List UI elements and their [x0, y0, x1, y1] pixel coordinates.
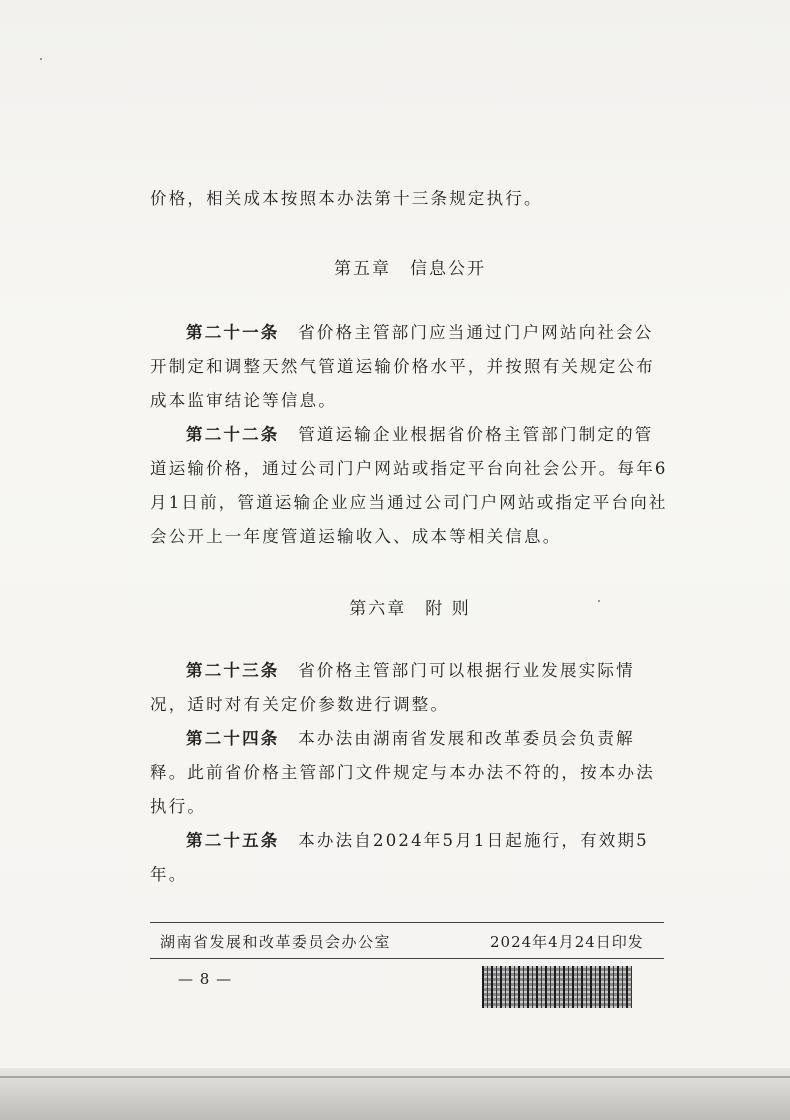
chapter-6-body [150, 654, 670, 892]
article-23 [150, 654, 670, 722]
article-21 [150, 316, 670, 418]
footer-top-rule [150, 922, 664, 923]
article-24 [150, 722, 670, 824]
article-number: 第二十一条 [186, 323, 280, 342]
article-text: 本办法自2024年5月1日起施行，有效期5年。 [150, 831, 649, 884]
scan-edge-line [0, 1076, 790, 1078]
continuation-paragraph [150, 182, 670, 216]
issue-date: 2024年4月24日印发 [490, 933, 644, 951]
article-25 [150, 824, 670, 892]
chapter-5-heading: 第五章 信息公开 [334, 259, 486, 279]
chapter-6-heading: 第六章 附 则 [349, 599, 471, 619]
article-text: 省价格主管部门应当通过门户网站向社会公开制定和调整天然气管道运输价格水平，并按照有关规定公布成本监审结论等信息。 [150, 323, 655, 410]
page-number: — 8 — [178, 970, 233, 988]
article-number: 第二十四条 [186, 729, 280, 748]
scan-speck [40, 58, 42, 60]
article-number: 第二十五条 [186, 831, 280, 850]
continuation-text: 价格，相关成本按照本办法第十三条规定执行。 [150, 189, 543, 208]
footer-bottom-rule [150, 958, 664, 959]
issuer-name: 湖南省发展和改革委员会办公室 [160, 933, 392, 951]
article-text: 省价格主管部门可以根据行业发展实际情况，适时对有关定价参数进行调整。 [150, 661, 635, 714]
article-text: 本办法由湖南省发展和改革委员会负责解释。此前省价格主管部门文件规定与本办法不符的，按本办法执行。 [150, 729, 655, 816]
article-number: 第二十二条 [186, 425, 280, 444]
document-barcode [482, 966, 632, 1008]
article-number: 第二十三条 [186, 661, 280, 680]
chapter-5-body [150, 316, 670, 554]
article-22 [150, 418, 670, 554]
article-text: 管道运输企业根据省价格主管部门制定的管道运输价格，通过公司门户网站或指定平台向社会公开。每年6月1日前，管道运输企业应当通过公司门户网站或指定平台向社会公开上一年度管道运输收入、成本等相关信息。 [150, 425, 668, 546]
